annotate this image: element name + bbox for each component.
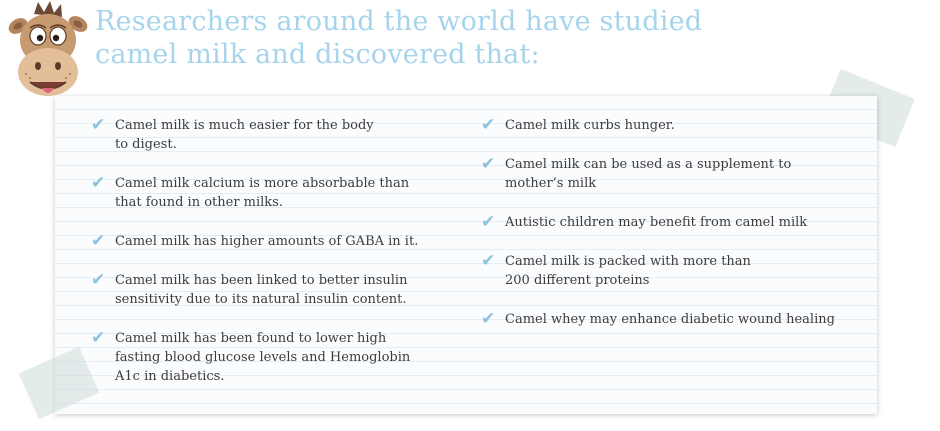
item-text-line: that found in other milks. [115,195,283,210]
checkmark-icon: ✔ [481,154,496,174]
item-text-line: fasting blood glucose levels and Hemoglobin [115,350,411,365]
list-item [91,271,461,309]
page-headline [95,5,855,71]
list-item [481,310,871,329]
list-item [481,155,871,193]
item-text-line: Camel milk curbs hunger. [505,118,675,133]
list-item [91,232,461,251]
checkmark-icon: ✔ [91,270,106,290]
checkmark-icon: ✔ [91,173,106,193]
list-item [481,213,871,232]
list-item [481,252,871,290]
item-text-line: to digest. [115,137,177,152]
checkmark-icon: ✔ [91,231,106,251]
lined-paper-card [55,96,877,414]
checkmark-icon: ✔ [91,115,106,135]
checkmark-icon: ✔ [91,328,106,348]
item-text-line: 200 different proteins [505,273,650,288]
item-text-line: Camel milk has higher amounts of GABA in it. [115,234,419,249]
item-text-line: mother’s milk [505,176,597,191]
item-text-line: Camel milk calcium is more absorbable than [115,176,410,191]
item-text-line: Camel milk has been found to lower high [115,331,387,346]
item-text-line: Camel milk can be used as a supplement to [505,157,792,172]
list-item [91,174,461,212]
item-text-line: Camel milk is packed with more than [505,254,751,269]
item-text-line: A1c in diabetics. [115,369,225,384]
checkmark-icon: ✔ [481,115,496,135]
findings-list-right [481,116,871,349]
item-text-line: Camel milk has been linked to better insulin [115,273,408,288]
item-text-line: Camel milk is much easier for the body [115,118,374,133]
checkmark-icon: ✔ [481,212,496,232]
headline-line-1: Researchers around the world have studied [95,6,703,37]
list-item [91,329,461,386]
checkmark-icon: ✔ [481,251,496,271]
checkmark-icon: ✔ [481,309,496,329]
item-text-line: sensitivity due to its natural insulin content. [115,292,407,307]
item-text-line: Autistic children may benefit from camel milk [505,215,808,230]
item-text-line: Camel whey may enhance diabetic wound healing [505,312,835,327]
headline-line-2: camel milk and discovered that: [95,39,540,70]
list-item [91,116,461,154]
list-item [481,116,871,135]
findings-list-left [91,116,461,406]
camel-mascot-icon [4,0,92,110]
